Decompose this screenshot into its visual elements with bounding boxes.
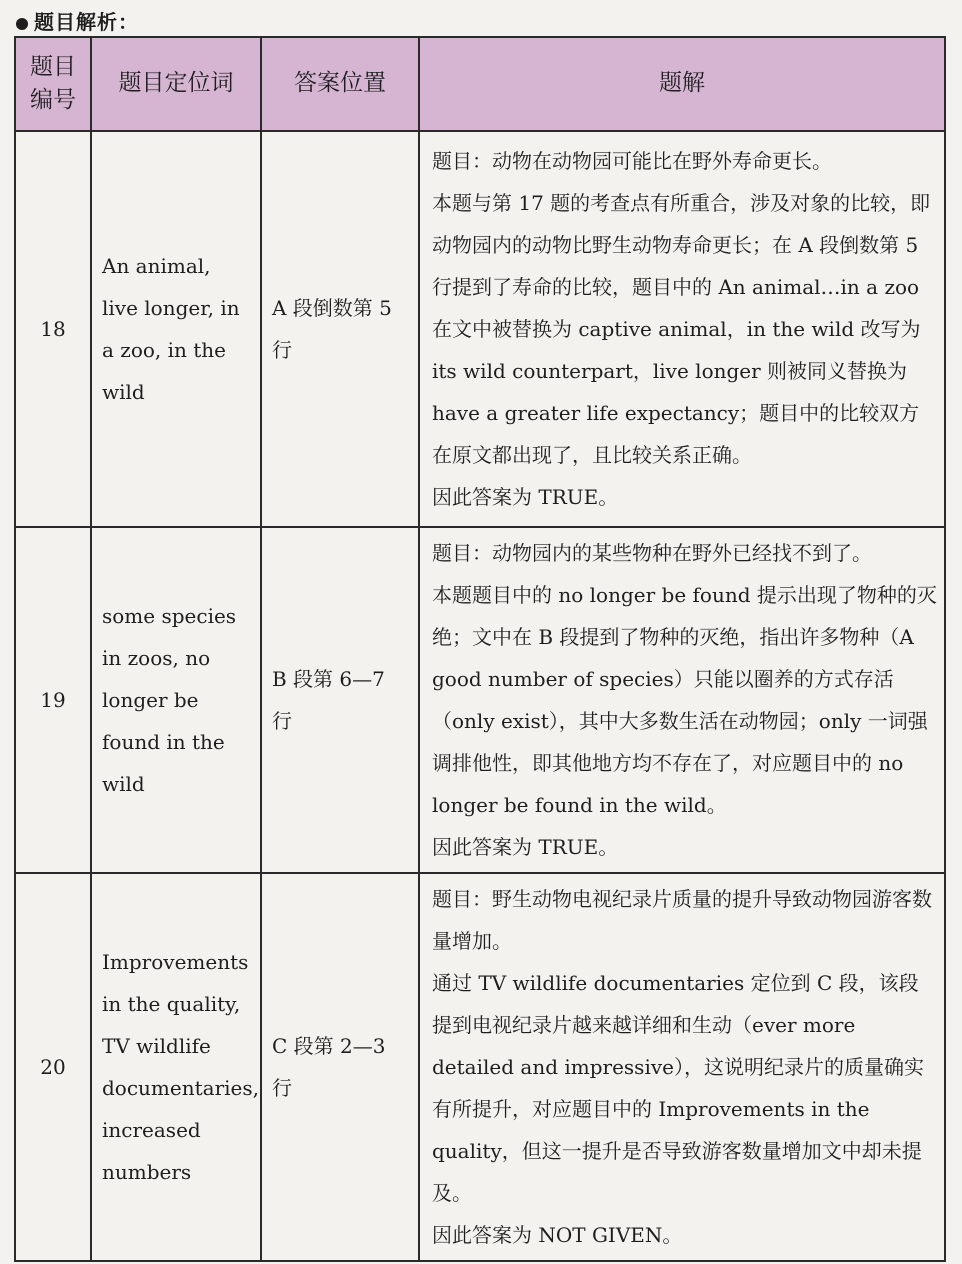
explanation-answer: 因此答案为 NOT GIVEN。: [432, 1223, 683, 1247]
col-header-number: 题目编号: [15, 37, 91, 131]
answer-position: C 段第 2—3 行: [261, 873, 419, 1261]
table-row: [15, 873, 945, 1261]
col-header-position: 答案位置: [261, 37, 419, 131]
explanation-answer: 因此答案为 TRUE。: [432, 835, 619, 859]
explanation-question: 题目：动物在动物园可能比在野外寿命更长。: [432, 149, 832, 173]
answer-position: A 段倒数第 5 行: [261, 131, 419, 527]
explanation-body: 通过 TV wildlife documentaries 定位到 C 段，该段提到电视纪录片越来越详细和生动（ever more detailed and impressive），这说明纪录片的质量确实有所提升，对应题目中的 Improvements in the quality，但这一提升是否导致游客数量增加文中却未提及。: [432, 971, 924, 1205]
analysis-table: [14, 36, 946, 1262]
explanation-cell: [419, 527, 945, 873]
explanation-body: 本题与第 17 题的考查点有所重合，涉及对象的比较，即动物园内的动物比野生动物寿命更长；在 A 段倒数第 5 行提到了寿命的比较，题目中的 An animal…in a zoo 在文中被替换为 captive animal，in the wild 改写为 its wild counterpart，live longer 则被同义替换为 have a greater life expectancy；题目中的比较双方在原文都出现了，且比较关系正确。: [432, 191, 931, 467]
question-number: 18: [15, 131, 91, 527]
section-title-text: 题目解析：: [34, 10, 139, 34]
locator-keywords: An animal, live longer, in a zoo, in the wild: [91, 131, 261, 527]
explanation-body: 本题题目中的 no longer be found 提示出现了物种的灭绝；文中在 B 段提到了物种的灭绝，指出许多物种（A good number of species）只能以圈养的方式存活（only exist），其中大多数生活在动物园；only 一词强调排他性，即其他地方均不存在了，对应题目中的 no longer be found in the wild。: [432, 583, 937, 817]
explanation-cell: [419, 131, 945, 527]
section-title: [16, 6, 139, 35]
explanation-question: 题目：野生动物电视纪录片质量的提升导致动物园游客数量增加。: [432, 887, 932, 953]
locator-keywords: some species in zoos, no longer be found in the wild: [91, 527, 261, 873]
explanation-cell: [419, 873, 945, 1261]
table-row: [15, 131, 945, 527]
answer-position: B 段第 6—7 行: [261, 527, 419, 873]
col-header-explanation: 题解: [419, 37, 945, 131]
explanation-answer: 因此答案为 TRUE。: [432, 485, 619, 509]
table-header-row: [15, 37, 945, 131]
bullet-icon: [16, 18, 28, 30]
question-number: 19: [15, 527, 91, 873]
table-row: [15, 527, 945, 873]
col-header-keywords: 题目定位词: [91, 37, 261, 131]
locator-keywords: Improvements in the quality, TV wildlife documentaries, increased numbers: [91, 873, 261, 1261]
question-number: 20: [15, 873, 91, 1261]
explanation-question: 题目：动物园内的某些物种在野外已经找不到了。: [432, 541, 872, 565]
